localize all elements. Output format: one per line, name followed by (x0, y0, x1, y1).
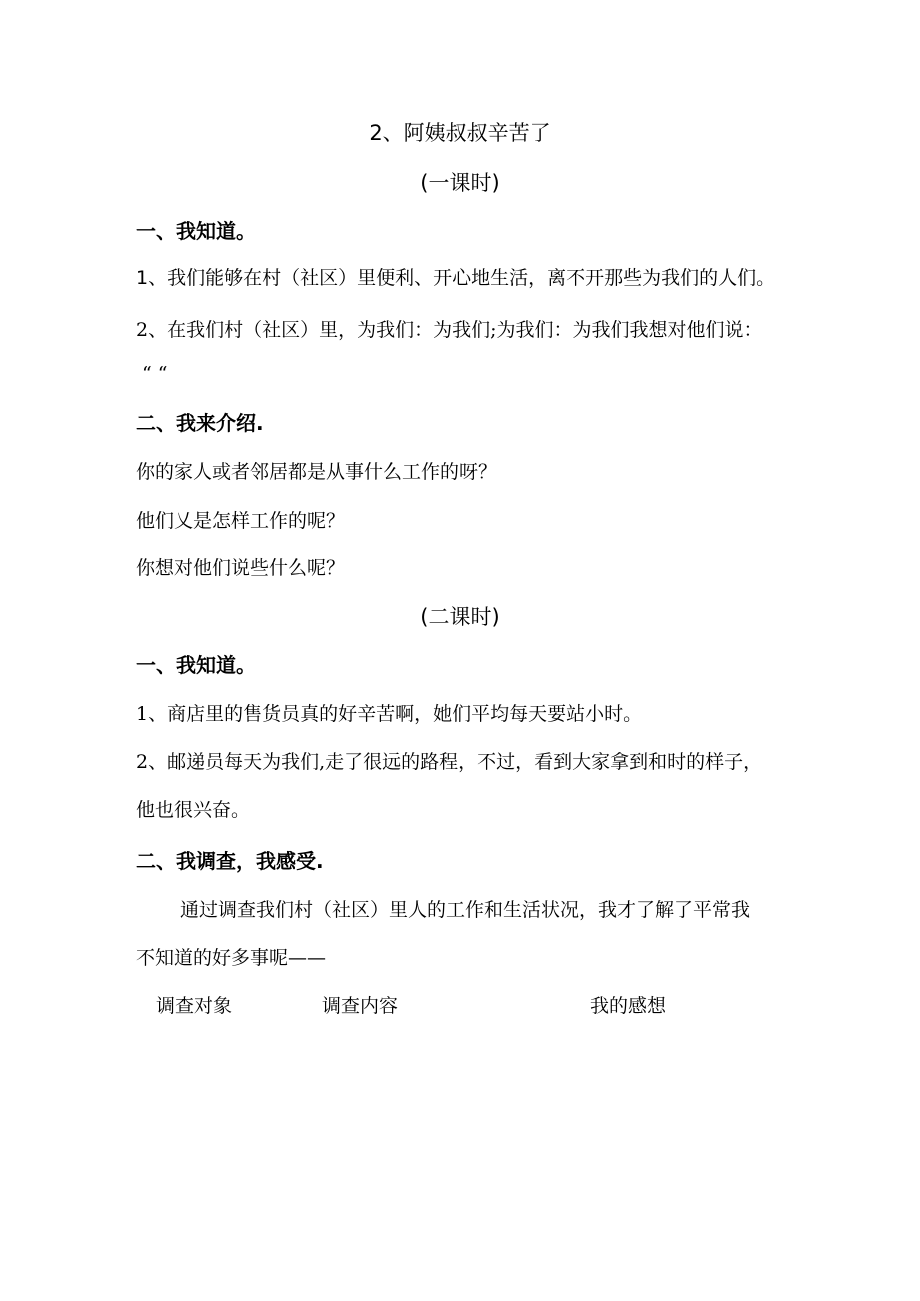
lesson2-section2-heading: 二、我调查，我感受. (136, 849, 324, 873)
header-survey-subject: 调查对象 (156, 995, 233, 1017)
lesson1-item2: 2、在我们村（社区）里，为我们：为我们;为我们：为我们我想对他们说： (136, 319, 763, 341)
header-survey-content: 调查内容 (322, 995, 399, 1017)
question-3: 你想对他们说些什么呢？ (136, 557, 346, 579)
question-2: 他们乂是怎样工作的呢？ (136, 510, 346, 532)
item-text: 、我们能够在村（社区）里便利、开心地生活，离不开那些为我们的人们。 (148, 267, 776, 289)
lesson2-section1-heading: 一、我知道。 (136, 653, 256, 677)
question-1: 你的家人或者邻居都是从事什么工作的呀？ (136, 461, 498, 483)
lesson1-section1-heading: 一、我知道。 (136, 219, 256, 243)
lesson1-quote: “ “ (142, 363, 168, 385)
document-title: 2、阿姨叔叔辛苦了 (369, 121, 551, 145)
lesson1-section2-heading: 二、我来介绍. (136, 411, 264, 435)
lesson1-item1 (136, 266, 775, 290)
lesson2-item1: 1、商店里的售货员真的好辛苦啊，她们平均每天要站小时。 (136, 703, 643, 725)
survey-paragraph-line2: 不知道的好多事呢—— (136, 947, 327, 969)
item-number: 1 (136, 267, 149, 289)
lesson2-item2-line2: 他也很兴奋。 (136, 799, 251, 821)
lesson2-item2-line1: 2、邮递员每天为我们,走了很远的路程，不过，看到大家拿到和时的样子， (136, 751, 763, 773)
header-my-feelings: 我的感想 (590, 995, 667, 1017)
lesson1-label: (一课时) (420, 171, 500, 195)
lesson2-label: (二课时) (420, 605, 500, 629)
survey-paragraph-line1: 通过调查我们村（社区）里人的工作和生活状况，我才了解了平常我 (180, 899, 751, 921)
